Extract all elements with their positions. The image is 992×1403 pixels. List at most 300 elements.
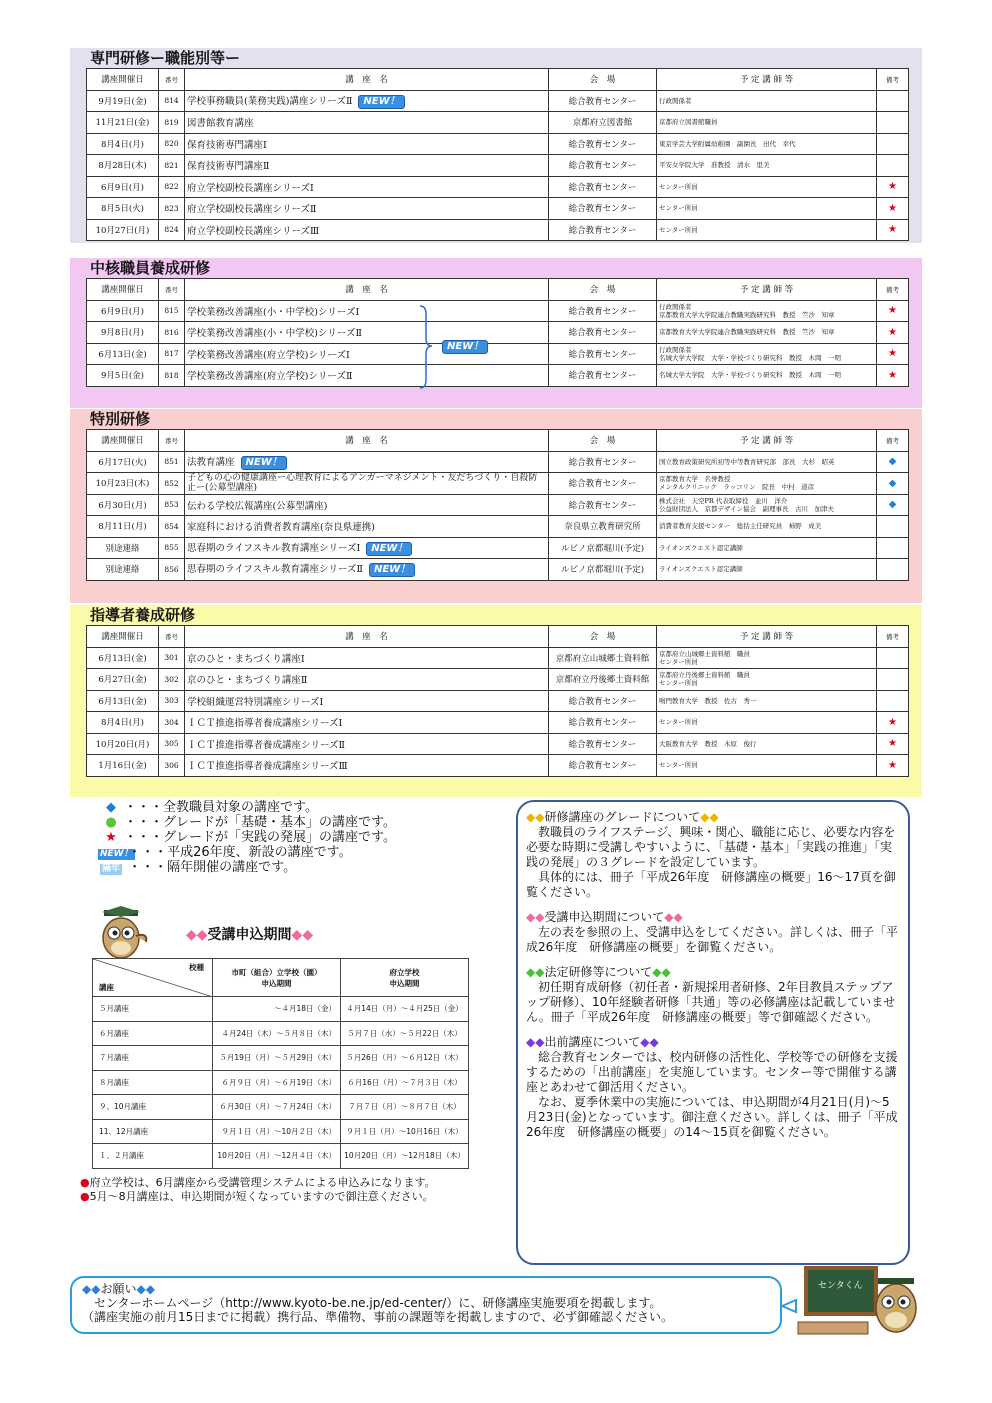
course-date: 10月27日(月) xyxy=(87,219,159,241)
legend-star-text: ・・・グレードが「実践の発展」の講座です。 xyxy=(124,830,396,845)
request-line-2: （講座実施の前月15日までに掲載）携行品、準備物、事前の課題等を掲載しますので、必ず御確認ください。 xyxy=(82,1310,674,1324)
course-name xyxy=(185,176,549,198)
table-row xyxy=(87,451,909,473)
course-instructor xyxy=(657,690,877,712)
course-date: 9月8日(月) xyxy=(87,322,159,344)
new-badge-icon: NEW！ xyxy=(100,849,133,859)
legend-kakunen-text: ・・・隔年開催の講座です。 xyxy=(128,860,297,875)
note-cell xyxy=(877,647,909,669)
course-venue: 総合教育センター xyxy=(549,733,657,755)
course-venue: 総合教育センター xyxy=(549,451,657,473)
course-number: 301 xyxy=(159,647,185,669)
instructor-line: センター所員 xyxy=(659,182,698,191)
course-name-text: 府立学校副校長講座シリーズⅠ xyxy=(187,182,314,194)
period-pref: ９月１日（月）～10月16日（木） xyxy=(341,1119,469,1144)
period-label: ８月講座 xyxy=(93,1070,213,1095)
instructor-line: 行政関係者 xyxy=(659,345,692,354)
course-name xyxy=(185,219,549,241)
instructor-line: 京都府立山城郷土資料館 職員 xyxy=(659,649,750,658)
header-instructor: 予 定 講 師 等 xyxy=(657,430,877,452)
instructor-line: 京都府立丹後郷土資料館 職員 xyxy=(659,671,750,680)
period-title: ◆◆受講申込期間◆◆ xyxy=(186,927,314,943)
course-instructor xyxy=(657,669,877,691)
head-pref: 府立学校 xyxy=(389,967,420,977)
legend-new-text: ・・・平成26年度、新設の講座です。 xyxy=(128,845,352,860)
table-row xyxy=(87,494,909,516)
course-name xyxy=(185,451,549,473)
instructor-line: 行政関係者 xyxy=(659,96,692,105)
course-name xyxy=(185,733,549,755)
course-venue: 総合教育センター xyxy=(549,219,657,241)
course-instructor xyxy=(657,219,877,241)
course-date: 8月28日(木) xyxy=(87,155,159,177)
grade-body-2: 具体的には、冊子「平成26年度 研修講座の概要」16～17頁を御覧ください。 xyxy=(526,870,896,899)
section-title: 専門研修ー職能別等ー xyxy=(90,49,241,67)
diamond-icon: ◆ xyxy=(877,494,909,516)
legal-title: 法定研修等について xyxy=(544,965,653,979)
period-city: ～４月18日（金） xyxy=(213,997,341,1022)
star-icon: ★ xyxy=(877,343,909,365)
red-dot-icon: ● xyxy=(80,1190,90,1203)
course-name xyxy=(185,494,549,516)
diamond-icon: ◆ xyxy=(106,800,116,815)
table-row xyxy=(87,365,909,387)
course-date: 6月30日(月) xyxy=(87,494,159,516)
new-badge-icon: NEW！ xyxy=(241,456,287,470)
section-title: 中核職員養成研修 xyxy=(90,259,211,277)
period-pref: ５月26日（月）～６月12日（木） xyxy=(341,1046,469,1071)
period-city: ６月９日（月）～６月19日（木） xyxy=(213,1070,341,1095)
instructor-line: センター所員 xyxy=(659,657,698,666)
course-name-text: 学校業務改善講座(府立学校)シリーズⅡ xyxy=(187,371,353,383)
course-name xyxy=(185,516,549,538)
period-city: ４月24日（木）～５月８日（木） xyxy=(213,1021,341,1046)
course-name-text: 学校組織運営特別講座シリーズⅠ xyxy=(187,696,324,708)
course-date: 1月16日(金) xyxy=(87,755,159,777)
table-row xyxy=(87,559,909,581)
course-instructor xyxy=(657,559,877,581)
course-venue: 総合教育センター xyxy=(549,690,657,712)
course-instructor xyxy=(657,755,877,777)
request-box: ◆◆お願い◆◆ センターホームページ（http://www.kyoto-be.ne.jp/ed-center/）に、研修講座実施要項を掲載します。 （講座実施の前月15日までに掲載）携行品、準備物、事前の課題等を掲載しますので、必ず御確認ください。 xyxy=(70,1276,782,1334)
header-venue: 会 場 xyxy=(549,279,657,301)
star-icon: ★ xyxy=(877,365,909,387)
header-date: 講座開催日 xyxy=(87,626,159,648)
course-number: 851 xyxy=(159,451,185,473)
owl-mascot-icon xyxy=(96,906,152,962)
table-row xyxy=(87,755,909,777)
course-instructor xyxy=(657,733,877,755)
header-note: 備考 xyxy=(877,69,909,91)
course-date: 8月4日(月) xyxy=(87,712,159,734)
legal-body: 初任期育成研修（初任者・新規採用者研修、2年目教員ステップアップ研修）、10年経験者研修「共通」等の必修講座は記載していません。冊子「平成26年度 研修講座の概要」等で御確認ください。 xyxy=(526,980,896,1024)
outreach-body: 総合教育センターでは、校内研修の活性化、学校等での研修を支援するための「出前講座」を実施しています。センター等で開催する講座とあわせて御活用ください。 xyxy=(526,1050,898,1094)
instructor-line: センター所員 xyxy=(659,761,698,770)
course-name-text: 府立学校副校長講座シリーズⅢ xyxy=(187,225,320,237)
course-date: 6月9日(月) xyxy=(87,176,159,198)
period-label: ５月講座 xyxy=(93,997,213,1022)
instructor-line: 東京学芸大学附属幼稚園 副園長 田代 幸代 xyxy=(659,139,796,148)
table-row xyxy=(87,690,909,712)
new-badge-icon: NEW！ xyxy=(366,542,412,556)
course-name-text: ＩＣＴ推進指導者養成講座シリーズⅢ xyxy=(187,761,348,773)
course-instructor xyxy=(657,155,877,177)
course-venue: 総合教育センター xyxy=(549,473,657,495)
table-row xyxy=(93,1070,469,1095)
course-number: 824 xyxy=(159,219,185,241)
grade-body: 教職員のライフステージ、興味・関心、職能に応じ、必要な内容を必要な時期に受講しやすいように、「基礎・基本」「実践の推進」「実践の発展」の３グレードを設定しています。 xyxy=(526,825,896,869)
course-name xyxy=(185,198,549,220)
head-city: 市町（組合）立学校（園） xyxy=(231,967,322,977)
course-name xyxy=(185,473,549,495)
course-instructor xyxy=(657,494,877,516)
course-table xyxy=(86,625,909,777)
period-label: ９、10月講座 xyxy=(93,1095,213,1120)
course-name xyxy=(185,669,549,691)
table-row xyxy=(87,90,909,112)
table-row xyxy=(87,537,909,559)
course-instructor xyxy=(657,516,877,538)
table-row xyxy=(93,1095,469,1120)
course-name-text: 学校業務改善講座(小・中学校)シリーズⅠ xyxy=(187,306,360,318)
star-icon: ★ xyxy=(105,830,117,845)
table-row xyxy=(87,733,909,755)
kakunen-badge-icon: 隔年 xyxy=(101,864,120,874)
note-cell xyxy=(877,669,909,691)
table-row xyxy=(87,176,909,198)
course-date: 別途連絡 xyxy=(87,559,159,581)
course-name xyxy=(185,155,549,177)
course-instructor xyxy=(657,537,877,559)
diamond-icon: ◆ xyxy=(877,451,909,473)
note-cell xyxy=(877,690,909,712)
course-venue: 京都府立丹後郷土資料館 xyxy=(549,669,657,691)
course-venue: 総合教育センター xyxy=(549,365,657,387)
table-row xyxy=(93,1046,469,1071)
course-name-text: 保育技術専門講座Ⅰ xyxy=(187,139,267,151)
period-pref: ６月16日（月）～７月３日（木） xyxy=(341,1070,469,1095)
note-cell xyxy=(877,90,909,112)
course-name xyxy=(185,559,549,581)
period-pref: 10月20日（月）～12月18日（木） xyxy=(341,1144,469,1169)
header-note: 備考 xyxy=(877,626,909,648)
head-course: 講座 xyxy=(99,983,114,992)
course-name xyxy=(185,647,549,669)
course-venue: 総合教育センター xyxy=(549,90,657,112)
course-venue: 京都府立図書館 xyxy=(549,112,657,134)
course-date: 8月11日(月) xyxy=(87,516,159,538)
legend-green-text: ・・・グレードが「基礎・基本」の講座です。 xyxy=(124,815,396,830)
course-date: 6月27日(金) xyxy=(87,669,159,691)
notes xyxy=(80,1176,436,1204)
course-name-text: 家庭科における消費者教育講座(奈良県連携) xyxy=(187,522,375,534)
request-line-1: センターホームページ（http://www.kyoto-be.ne.jp/ed-center/）に、研修講座実施要項を掲載します。 xyxy=(82,1296,662,1310)
course-name-text: 学校事務職員(業務実践)講座シリーズⅡ xyxy=(187,95,353,107)
course-date: 9月19日(金) xyxy=(87,90,159,112)
table-row xyxy=(93,1119,469,1144)
course-date: 8月4日(月) xyxy=(87,133,159,155)
green-dot-icon: ● xyxy=(105,815,117,830)
course-venue: 総合教育センター xyxy=(549,343,657,365)
period-label: ６月講座 xyxy=(93,1021,213,1046)
course-table xyxy=(86,68,909,241)
course-number: 822 xyxy=(159,176,185,198)
instructor-line: 株式会社 天空PR 代表取締役 並川 洋介 xyxy=(659,496,788,505)
course-name xyxy=(185,755,549,777)
table-row xyxy=(87,669,909,691)
period-city: ５月19日（月）～５月29日（木） xyxy=(213,1046,341,1071)
course-date: 6月13日(金) xyxy=(87,343,159,365)
instructor-line: 京都教育大学大学院連合教職実践研究科 教授 竺沙 知章 xyxy=(659,328,835,337)
course-number: 818 xyxy=(159,365,185,387)
period-pref: ５月７日（水）～５月22日（木） xyxy=(341,1021,469,1046)
leader-section xyxy=(70,605,922,797)
course-name xyxy=(185,133,549,155)
period-label: １、２月講座 xyxy=(93,1144,213,1169)
star-icon: ★ xyxy=(877,712,909,734)
course-instructor xyxy=(657,198,877,220)
course-date: 別途連絡 xyxy=(87,537,159,559)
note-cell xyxy=(877,112,909,134)
course-name-text: 思春期のライフスキル教育講座シリーズⅡ xyxy=(187,564,363,576)
course-number: 852 xyxy=(159,473,185,495)
note-cell xyxy=(877,559,909,581)
period-city: 10月20日（月）～12月４日（木） xyxy=(213,1144,341,1169)
course-instructor xyxy=(657,343,877,365)
head-school-type: 校種 xyxy=(189,963,204,972)
header-name: 講 座 名 xyxy=(185,626,549,648)
course-venue: 総合教育センター xyxy=(549,176,657,198)
course-number: 856 xyxy=(159,559,185,581)
table-row xyxy=(87,112,909,134)
header-num: 番号 xyxy=(159,69,185,91)
application-period-table xyxy=(92,958,469,1169)
course-instructor xyxy=(657,712,877,734)
course-name-text: ＩＣＴ推進指導者養成講座シリーズⅠ xyxy=(187,718,343,730)
table-row xyxy=(87,198,909,220)
instructor-line: 公益財団法人 京都デザイン協会 副理事長 古川 加津夫 xyxy=(659,504,835,513)
course-venue: 総合教育センター xyxy=(549,155,657,177)
course-table xyxy=(86,278,909,387)
course-name xyxy=(185,112,549,134)
table-row xyxy=(93,1021,469,1046)
course-instructor xyxy=(657,133,877,155)
head-city-sub: 申込期間 xyxy=(261,978,292,988)
instructor-line: 名城大学大学院 大学・学校づくり研究科 教授 木岡 一明 xyxy=(659,371,841,380)
special-section xyxy=(70,409,922,603)
period-city: ６月30日（月）～７月24日（木） xyxy=(213,1095,341,1120)
star-icon: ★ xyxy=(877,300,909,322)
course-number: 853 xyxy=(159,494,185,516)
outreach-title: 出前講座について xyxy=(544,1035,641,1049)
course-name-text: 学校業務改善講座(府立学校)シリーズⅠ xyxy=(187,349,350,361)
course-table xyxy=(86,429,909,581)
header-instructor: 予 定 講 師 等 xyxy=(657,69,877,91)
instructor-line: メンタルクリニック ラッコリン 院長 中村 道彦 xyxy=(659,483,815,492)
course-name xyxy=(185,690,549,712)
course-number: 817 xyxy=(159,343,185,365)
course-name-text: 思春期のライフスキル教育講座シリーズⅠ xyxy=(187,542,361,554)
instructor-line: 京都府立図書館職員 xyxy=(659,118,718,127)
period-label: ７月講座 xyxy=(93,1046,213,1071)
instructor-line: センター所員 xyxy=(659,679,698,688)
table-row xyxy=(87,322,909,344)
star-icon: ★ xyxy=(877,198,909,220)
legend-diamond-text: ・・・全教職員対象の講座です。 xyxy=(124,800,318,815)
course-date: 9月5日(金) xyxy=(87,365,159,387)
course-number: 305 xyxy=(159,733,185,755)
red-dot-icon: ● xyxy=(80,1176,90,1189)
course-name xyxy=(185,90,549,112)
course-instructor xyxy=(657,300,877,322)
note-cell xyxy=(877,133,909,155)
course-venue: 総合教育センター xyxy=(549,712,657,734)
course-date: 6月9日(月) xyxy=(87,300,159,322)
course-name-text: 京のひと・まちづくり講座Ⅰ xyxy=(187,653,305,665)
course-date: 6月17日(火) xyxy=(87,451,159,473)
course-number: 304 xyxy=(159,712,185,734)
note-cell xyxy=(877,516,909,538)
header-note: 備考 xyxy=(877,279,909,301)
header-note: 備考 xyxy=(877,430,909,452)
header-instructor: 予 定 講 師 等 xyxy=(657,279,877,301)
course-venue: 奈良県立教育研究所 xyxy=(549,516,657,538)
period-pref: ７月７日（月）～８月７日（木） xyxy=(341,1095,469,1120)
table-row xyxy=(87,343,909,365)
table-row xyxy=(93,997,469,1022)
course-instructor xyxy=(657,176,877,198)
period-pref: ４月14日（月）～４月25日（金） xyxy=(341,997,469,1022)
course-venue: 総合教育センター xyxy=(549,494,657,516)
header-name: 講 座 名 xyxy=(185,430,549,452)
course-name-text: 保育技術専門講座Ⅱ xyxy=(187,161,270,173)
course-instructor xyxy=(657,473,877,495)
course-venue: 総合教育センター xyxy=(549,198,657,220)
note-2: 5月～8月講座は、申込期間が短くなっていますので御注意ください。 xyxy=(89,1190,434,1203)
course-number: 302 xyxy=(159,669,185,691)
info-box: ◆◆研修講座のグレードについて◆◆ 教職員のライフステージ、興味・関心、職能に応じ、必要な内容を必要な時期に受講しやすいように、「基礎・基本」「実践の推進」「実践の発展」の３グレードを設定しています。 具体的には、冊子「平成26年度 研修講座の概要」16～17頁を御覧ください。 ◆◆受講申込期間について◆◆ 左の表を参照の上、受講申込をしてください。詳しくは、冊子「平成26年度 研修講座の概要」を御覧ください。 ◆◆法定研修等について◆◆ 初任期育成研修（初任者・新規採用者研修、2年目教員ステップアップ研修）、10年経験者研修「共通」等の必修講座は記載していません。冊子「平成26年度 研修講座の概要」等で御確認ください。 ◆◆出前講座について◆◆ 総合教育センターでは、校内研修の活性化、学校等での研修を支援するための「出前講座」を実施しています。センター等で開催する講座とあわせて御活用ください。 なお、夏季休業中の実施については、申込期間が4月21日(月)～5月23日(金)となっています。御注意ください。詳しくは、冊子「平成26年度 研修講座の概要」の14～15頁を御覧ください。 xyxy=(516,800,910,1265)
header-venue: 会 場 xyxy=(549,430,657,452)
course-number: 815 xyxy=(159,300,185,322)
instructor-line: 大阪教育大学 教授 木原 俊行 xyxy=(659,739,757,748)
course-venue: ルビノ京都堀川(予定) xyxy=(549,537,657,559)
course-number: 819 xyxy=(159,112,185,134)
period-city: ９月１日（月）～10月２日（木） xyxy=(213,1119,341,1144)
section-title: 特別研修 xyxy=(90,410,151,428)
table-row xyxy=(87,300,909,322)
period-label: 11、12月講座 xyxy=(93,1119,213,1144)
course-name-text: 図書館教育講座 xyxy=(187,118,254,130)
course-name-text: 府立学校副校長講座シリーズⅡ xyxy=(187,204,317,216)
table-row xyxy=(93,1144,469,1169)
course-venue: 総合教育センター xyxy=(549,133,657,155)
star-icon: ★ xyxy=(877,322,909,344)
course-date: 10月23日(木) xyxy=(87,473,159,495)
course-number: 821 xyxy=(159,155,185,177)
instructor-line: センター所員 xyxy=(659,204,698,213)
course-number: 303 xyxy=(159,690,185,712)
new-badge-icon: NEW！ xyxy=(369,563,415,577)
outreach-body-2: なお、夏季休業中の実施については、申込期間が4月21日(月)～5月23日(金)となっています。御注意ください。詳しくは、冊子「平成26年度 研修講座の概要」の14～15頁を御覧ください。 xyxy=(526,1095,898,1139)
course-name xyxy=(185,712,549,734)
table-row xyxy=(87,155,909,177)
course-number: 854 xyxy=(159,516,185,538)
instructor-line: 行政関係者 xyxy=(659,302,692,311)
course-name-text: 京のひと・まちづくり講座Ⅱ xyxy=(187,675,308,687)
note-cell xyxy=(877,155,909,177)
course-instructor xyxy=(657,647,877,669)
course-date: 11月21日(金) xyxy=(87,112,159,134)
instructor-line: センター所員 xyxy=(659,718,698,727)
course-date: 6月13日(金) xyxy=(87,647,159,669)
course-instructor xyxy=(657,322,877,344)
note-cell xyxy=(877,537,909,559)
header-num: 番号 xyxy=(159,430,185,452)
course-venue: 総合教育センター xyxy=(549,322,657,344)
table-row xyxy=(87,219,909,241)
specialist-section xyxy=(70,48,922,243)
table-row xyxy=(87,516,909,538)
course-number: 820 xyxy=(159,133,185,155)
header-name: 講 座 名 xyxy=(185,279,549,301)
course-venue: 総合教育センター xyxy=(549,755,657,777)
course-name-text: 法教育講座 xyxy=(187,456,235,468)
diamond-icon: ◆ xyxy=(877,473,909,495)
course-number: 823 xyxy=(159,198,185,220)
core-staff-section xyxy=(70,258,922,408)
instructor-line: 平安女学院大学 准教授 清水 里美 xyxy=(659,161,770,170)
header-date: 講座開催日 xyxy=(87,69,159,91)
instructor-line: 京都教育大学 名誉教授 xyxy=(659,475,731,484)
header-venue: 会 場 xyxy=(549,626,657,648)
course-name-text: 伝わる学校広報講座(公募型講座) xyxy=(187,500,328,512)
course-venue: 京都府立山城郷土資料館 xyxy=(549,647,657,669)
course-date: 10月20日(月) xyxy=(87,733,159,755)
header-date: 講座開催日 xyxy=(87,430,159,452)
course-number: 814 xyxy=(159,90,185,112)
new-badge-icon: NEW！ xyxy=(358,95,404,109)
table-row xyxy=(87,133,909,155)
header-num: 番号 xyxy=(159,626,185,648)
course-number: 855 xyxy=(159,537,185,559)
star-icon: ★ xyxy=(877,176,909,198)
course-venue: ルビノ京都堀川(予定) xyxy=(549,559,657,581)
table-row xyxy=(87,473,909,495)
period-info-title: 受講申込期間について xyxy=(544,910,665,924)
course-date: 8月5日(火) xyxy=(87,198,159,220)
course-name-text: ＩＣＴ推進指導者養成講座シリーズⅡ xyxy=(187,739,345,751)
header-instructor: 予 定 講 師 等 xyxy=(657,626,877,648)
instructor-line: 京都教育大学大学院連合教職実践研究科 教授 竺沙 知章 xyxy=(659,310,835,319)
head-pref-sub: 申込期間 xyxy=(389,978,420,988)
note-1: 府立学校は、6月講座から受講管理システムによる申込みになります。 xyxy=(89,1176,436,1189)
course-number: 816 xyxy=(159,322,185,344)
request-title: お願い xyxy=(100,1282,137,1296)
table-row xyxy=(87,712,909,734)
star-icon: ★ xyxy=(877,755,909,777)
course-venue: 総合教育センター xyxy=(549,300,657,322)
blackboard-owl-icon xyxy=(778,1262,926,1342)
grade-title: 研修講座のグレードについて xyxy=(544,810,701,824)
instructor-line: ライオンズクエスト認定講師 xyxy=(659,543,743,552)
header-name: 講 座 名 xyxy=(185,69,549,91)
course-date: 6月13日(金) xyxy=(87,690,159,712)
table-row xyxy=(87,647,909,669)
instructor-line: ライオンズクエスト認定講師 xyxy=(659,565,743,574)
instructor-line: 国立教育政策研究所初等中等教育研究部 部長 大杉 昭英 xyxy=(659,457,835,466)
section-title: 指導者養成研修 xyxy=(90,606,196,624)
star-icon: ★ xyxy=(877,733,909,755)
